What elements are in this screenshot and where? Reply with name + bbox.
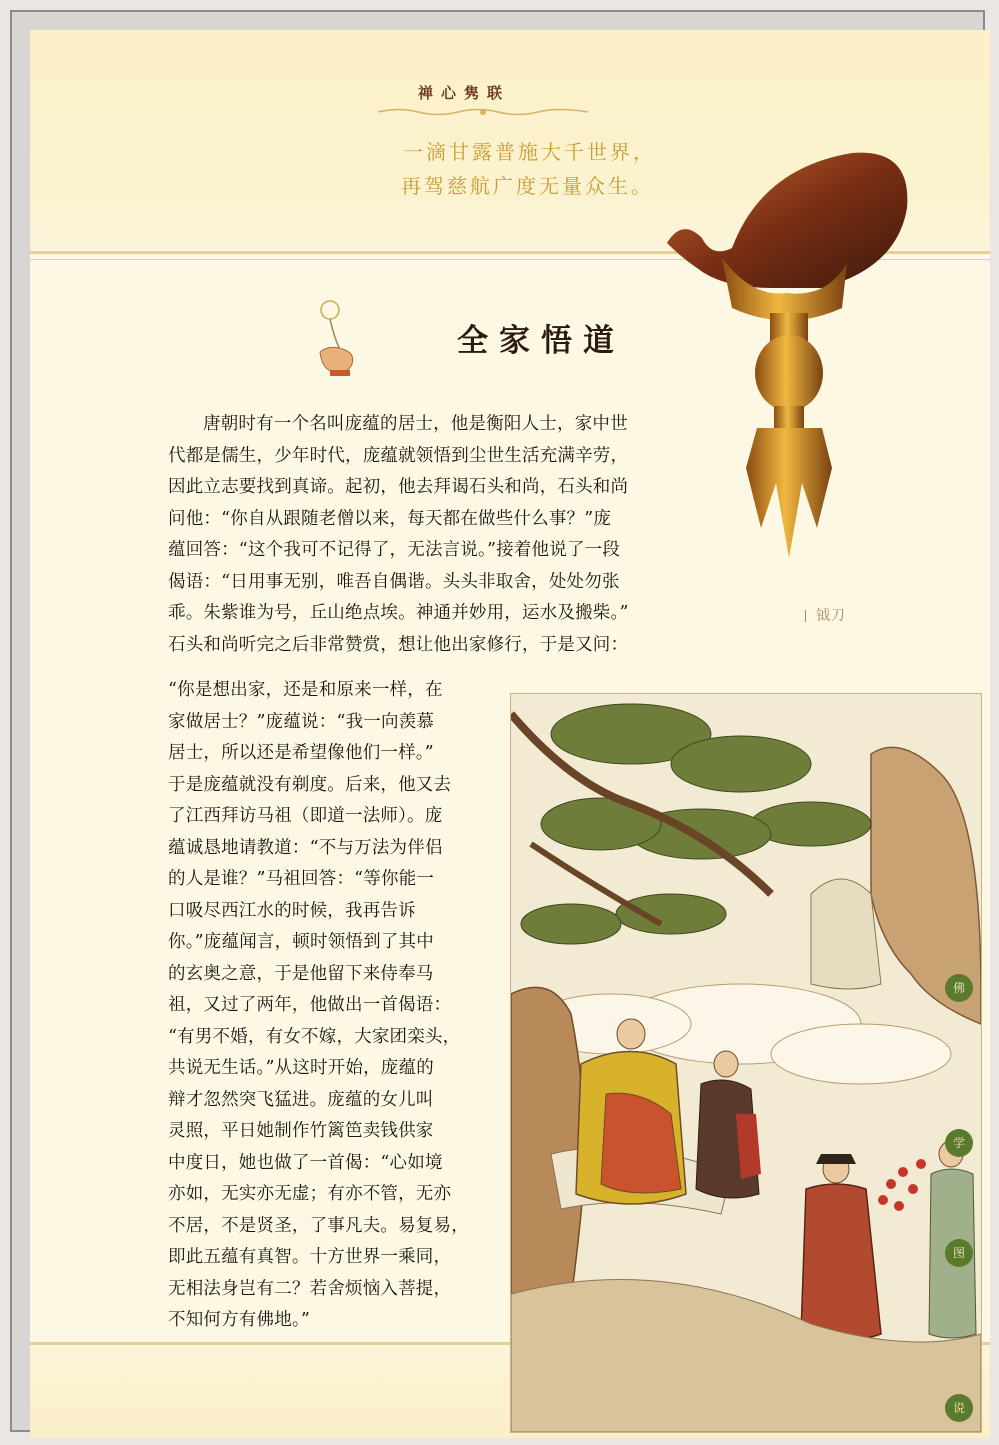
text-line: 口吸尽西江水的时候，我再告诉 xyxy=(168,900,416,921)
text-line: 中度日，她也做了一首偈：“心如境 xyxy=(168,1152,443,1173)
couplet-line-2: 再驾慈航广度无量众生。 xyxy=(401,174,654,198)
cloud-ornament-icon xyxy=(378,107,588,117)
side-mark: 说 xyxy=(945,1394,973,1422)
text-line: 的玄奥之意，于是他留下来侍奉马 xyxy=(168,963,434,984)
side-mark: 图 xyxy=(945,1239,973,1267)
text-line: 石头和尚听完之后非常赞赏，想让他出家修行，于是又问： xyxy=(168,634,629,655)
text-line: 即此五蕴有真智。十方世界一乘同， xyxy=(168,1247,452,1267)
text-line: 因此立志要找到真谛。起初，他去拜谒石头和尚，石头和尚 xyxy=(168,477,629,497)
text-line: 无相法身岂有二？若舍烦恼入菩提， xyxy=(168,1278,452,1299)
landscape-scene-image xyxy=(511,694,981,1432)
text-line: 代都是儒生，少年时代，庞蕴就领悟到尘世生活充满辛劳， xyxy=(168,445,629,466)
body-text-full-width xyxy=(168,409,629,661)
text-line: “你是想出家，还是和原来一样，在 xyxy=(168,680,443,700)
text-line: 问他：“你自从跟随老僧以来，每天都在做些什么事？”庞 xyxy=(168,508,612,529)
side-mark: 学 xyxy=(945,1129,973,1157)
lotus-hand-icon xyxy=(300,292,370,382)
text-line: 唐朝时有一个名叫庞蕴的居士，他是衡阳人士，家中世 xyxy=(203,414,628,434)
text-line: 辩才忽然突飞猛进。庞蕴的女儿叫 xyxy=(168,1089,434,1110)
couplet-line-1: 一滴甘露普施大千世界， xyxy=(403,140,656,164)
illustration-painting xyxy=(510,693,982,1433)
text-line: 居士，所以还是希望像他们一样。” xyxy=(168,743,434,763)
section-title: 全家悟道 xyxy=(457,323,625,359)
text-line: 蕴诚恳地请教道：“不与万法为伴侣 xyxy=(168,837,443,858)
text-line: 蕴回答：“这个我可不记得了，无法言说。”接着他说了一段 xyxy=(168,540,621,560)
text-line: 的人是谁？”马祖回答：“等你能一 xyxy=(168,869,435,889)
text-line: 了江西拜访马祖（即道一法师）。庞 xyxy=(168,806,443,826)
text-line: “有男不婚，有女不嫁，大家团栾头， xyxy=(168,1026,461,1047)
book-page xyxy=(30,30,990,1438)
text-line: 偈语：“日用事无别，唯吾自偶谐。头头非取舍，处处勿张 xyxy=(168,571,620,592)
artifact-caption: 钺刀 xyxy=(805,605,846,625)
page-frame xyxy=(10,10,985,1432)
text-line: 共说无生话。”从这时开始，庞蕴的 xyxy=(168,1058,434,1078)
text-line: 祖，又过了两年，他做出一首偈语： xyxy=(168,995,452,1015)
text-line: 不知何方有佛地。” xyxy=(168,1310,310,1330)
text-line: 不居，不是贤圣，了事凡夫。易复易， xyxy=(168,1215,469,1236)
text-line: 于是庞蕴就没有剃度。后来，他又去 xyxy=(168,774,452,795)
side-mark: 佛 xyxy=(945,974,973,1002)
body-text-narrow xyxy=(168,675,469,1337)
chopper-artifact-image xyxy=(662,148,912,568)
text-line: 你。”庞蕴闻言，顿时领悟到了其中 xyxy=(168,932,434,952)
text-line: 灵照，平日她制作竹篱笆卖钱供家 xyxy=(168,1121,434,1141)
text-line: 亦如，无实亦无虚；有亦不管，无亦 xyxy=(168,1184,452,1204)
text-line: 家做居士？”庞蕴说：“我一向羡慕 xyxy=(168,711,435,732)
text-line: 乖。朱紫谁为号，丘山绝点埃。神通并妙用，运水及搬柴。” xyxy=(168,603,629,623)
running-header-title: 禅心隽联 xyxy=(418,84,511,102)
